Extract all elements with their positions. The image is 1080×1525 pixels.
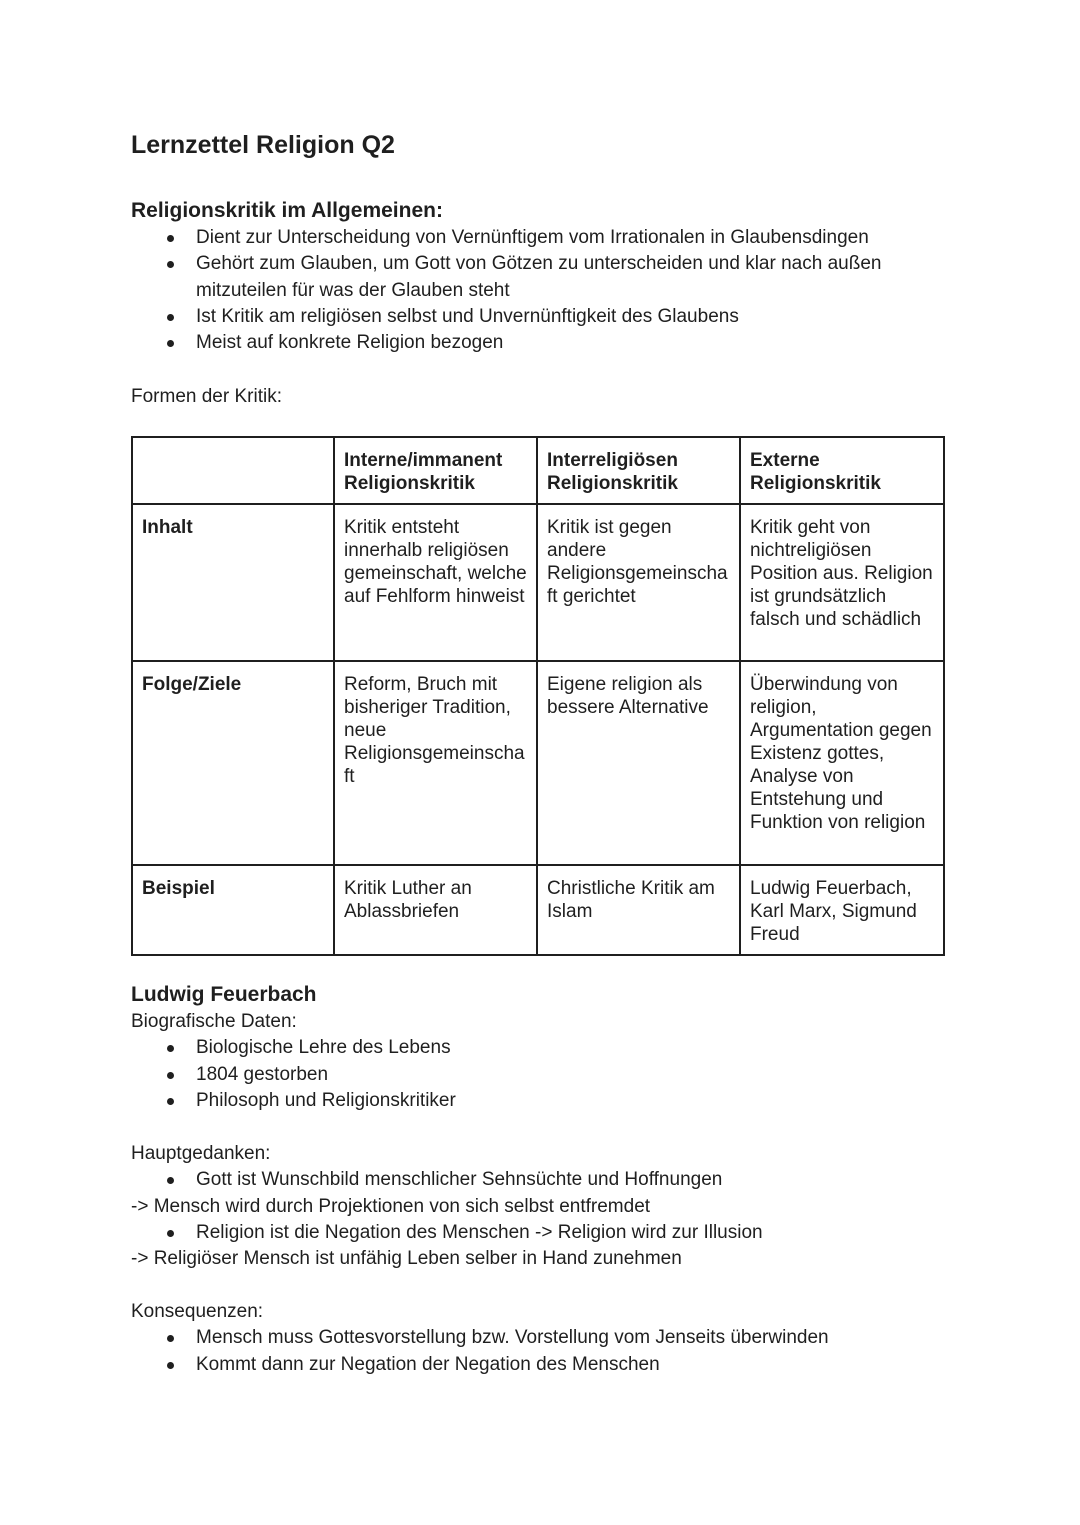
table-row xyxy=(132,865,944,955)
table-header-cell: Externe Religionskritik xyxy=(740,437,944,504)
table-cell: Kritik entsteht innerhalb religiösen gemeinschaft, welche auf Fehlform hinweist xyxy=(334,504,537,661)
table-cell: Reform, Bruch mit bisheriger Tradition, neue Religionsgemeinschaft xyxy=(334,661,537,865)
table-cell: Kritik Luther an Ablassbriefen xyxy=(334,865,537,955)
table-header-cell xyxy=(132,437,334,504)
list-item: Gott ist Wunschbild menschlicher Sehnsüchte und Hoffnungen xyxy=(131,1167,961,1193)
table-cell: Eigene religion als bessere Alternative xyxy=(537,661,740,865)
table-cell: Christliche Kritik am Islam xyxy=(537,865,740,955)
list-item: Religion ist die Negation des Menschen -> Religion wird zur Illusion xyxy=(131,1220,961,1246)
kritik-table xyxy=(131,436,945,956)
forms-label: Formen der Kritik: xyxy=(131,386,282,407)
list-item: Kommt dann zur Negation der Negation des Menschen xyxy=(131,1352,961,1378)
section-religionskritik xyxy=(131,197,961,356)
cons-label: Konsequenzen: xyxy=(131,1301,264,1322)
table-row xyxy=(132,504,944,661)
list-item: 1804 gestorben xyxy=(131,1062,961,1088)
table-cell: Ludwig Feuerbach, Karl Marx, Sigmund Freud xyxy=(740,865,944,955)
section-konsequenzen xyxy=(131,1299,961,1378)
list-item: Philosoph und Religionskritiker xyxy=(131,1088,961,1114)
section-hauptgedanken xyxy=(131,1141,961,1272)
bio-label: Biografische Daten: xyxy=(131,1011,297,1032)
section-heading: Ludwig Feuerbach xyxy=(131,983,317,1006)
arrow-line: -> Religiöser Mensch ist unfähig Leben selber in Hand zunehmen xyxy=(131,1248,682,1270)
list-item: Dient zur Unterscheidung von Vernünftigem vom Irrationalen in Glaubensdingen xyxy=(131,225,961,251)
bullet-list xyxy=(131,225,961,356)
row-label: Folge/Ziele xyxy=(132,661,334,865)
row-label: Inhalt xyxy=(132,504,334,661)
table-header-cell: Interne/immanent Religionskritik xyxy=(334,437,537,504)
list-item: Meist auf konkrete Religion bezogen xyxy=(131,330,961,356)
table-header-cell: Interreligiösen Religionskritik xyxy=(537,437,740,504)
bullet-list xyxy=(131,1167,961,1193)
table-header-row xyxy=(132,437,944,504)
table-cell: Überwindung von religion, Argumentation gegen Existenz gottes, Analyse von Entstehung und Funktion von religion xyxy=(740,661,944,865)
section-feuerbach xyxy=(131,981,961,1114)
list-item: Mensch muss Gottesvorstellung bzw. Vorstellung vom Jenseits überwinden xyxy=(131,1325,961,1351)
bullet-list xyxy=(131,1325,961,1378)
bullet-list xyxy=(131,1035,961,1114)
main-label: Hauptgedanken: xyxy=(131,1143,271,1164)
row-label: Beispiel xyxy=(132,865,334,955)
page-title: Lernzettel Religion Q2 xyxy=(131,131,395,159)
table-row xyxy=(132,661,944,865)
list-item: Gehört zum Glauben, um Gott von Götzen zu unterscheiden und klar nach außen mitzuteilen für was der Glauben steht xyxy=(131,251,961,304)
table-cell: Kritik ist gegen andere Religionsgemeinschaft gerichtet xyxy=(537,504,740,661)
table-cell: Kritik geht von nichtreligiösen Position aus. Religion ist grundsätzlich falsch und schädlich xyxy=(740,504,944,661)
list-item: Biologische Lehre des Lebens xyxy=(131,1035,961,1061)
list-item: Ist Kritik am religiösen selbst und Unvernünftigkeit des Glaubens xyxy=(131,304,961,330)
bullet-list xyxy=(131,1220,961,1246)
arrow-line: -> Mensch wird durch Projektionen von sich selbst entfremdet xyxy=(131,1195,651,1217)
section-heading: Religionskritik im Allgemeinen: xyxy=(131,199,443,222)
